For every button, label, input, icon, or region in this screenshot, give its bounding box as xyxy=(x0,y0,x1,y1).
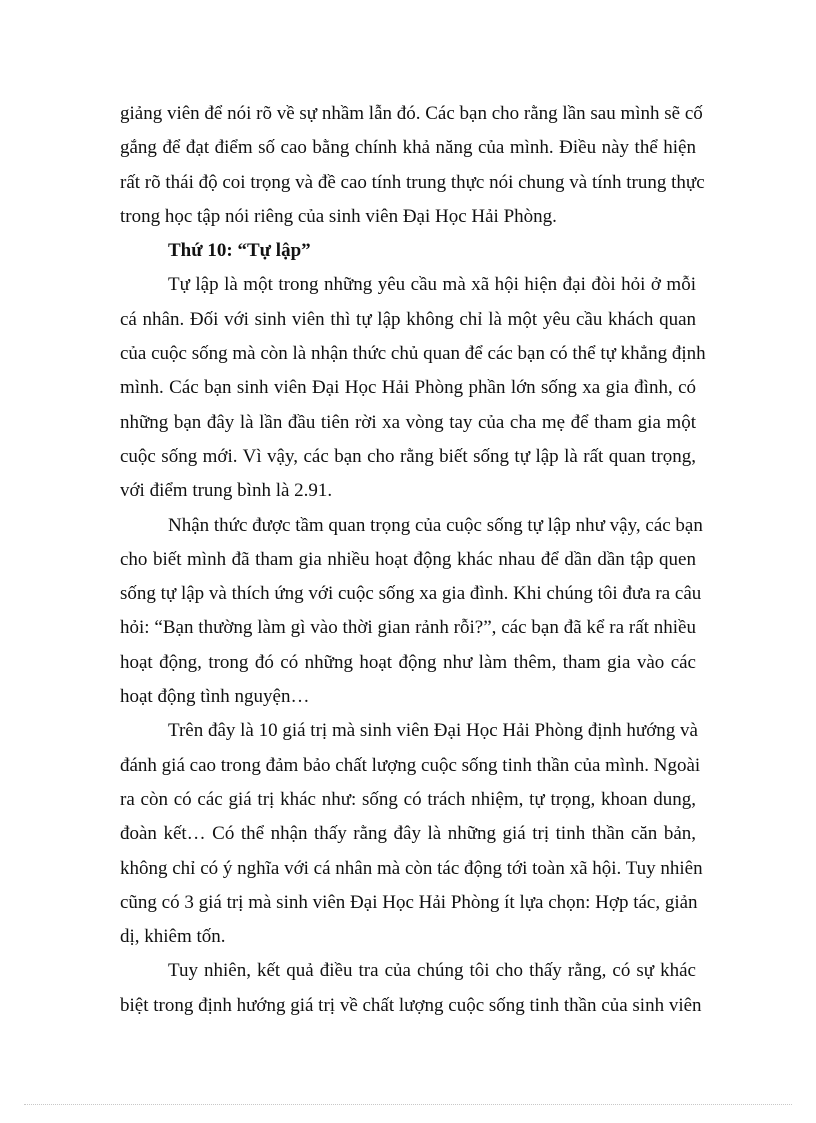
text-line: của cuộc sống mà còn là nhận thức chủ quan để các bạn có thể tự khẳng định xyxy=(120,343,706,365)
document-page xyxy=(120,97,706,1023)
text-line: ra còn có các giá trị khác như: sống có trách nhiệm, tự trọng, khoan dung, xyxy=(120,788,696,810)
text-line: hoạt động, trong đó có những hoạt động như làm thêm, tham gia vào các xyxy=(120,651,696,673)
text-line: sống tự lập và thích ứng với cuộc sống xa gia đình. Khi chúng tôi đưa ra câu xyxy=(120,583,702,605)
text-line: cá nhân. Đối với sinh viên thì tự lập không chỉ là một yêu cầu khách quan xyxy=(120,308,696,330)
page-bottom-divider xyxy=(24,1104,792,1105)
text-line: đánh giá cao trong đảm bảo chất lượng cuộc sống tinh thần của mình. Ngoài xyxy=(120,754,701,776)
text-line: mình. Các bạn sinh viên Đại Học Hải Phòng phần lớn sống xa gia đình, có xyxy=(120,377,696,399)
text-line: không chỉ có ý nghĩa với cá nhân mà còn tác động tới toàn xã hội. Tuy nhiên xyxy=(120,857,703,879)
paragraph-first-line: Tuy nhiên, kết quả điều tra của chúng tôi cho thấy rằng, có sự khác xyxy=(168,960,696,982)
paragraph-end-line: với điểm trung bình là 2.91. xyxy=(120,480,333,502)
paragraph-first-line: Trên đây là 10 giá trị mà sinh viên Đại Học Hải Phòng định hướng và xyxy=(168,720,698,742)
text-line: cuộc sống mới. Vì vậy, các bạn cho rằng biết sống tự lập là rất quan trọng, xyxy=(120,445,696,467)
paragraph-end-line: hoạt động tình nguyện… xyxy=(120,686,310,708)
text-line: gắng để đạt điểm số cao bằng chính khả năng của mình. Điều này thể hiện xyxy=(120,137,696,159)
text-line: biệt trong định hướng giá trị về chất lượng cuộc sống tinh thần của sinh viên xyxy=(120,994,702,1016)
paragraph-end-line: dị, khiêm tốn. xyxy=(120,926,226,948)
text-line: đoàn kết… Có thể nhận thấy rằng đây là những giá trị tinh thần căn bản, xyxy=(120,823,696,845)
text-line: cũng có 3 giá trị mà sinh viên Đại Học Hải Phòng ít lựa chọn: Hợp tác, giản xyxy=(120,891,698,913)
paragraph-first-line: Nhận thức được tầm quan trọng của cuộc sống tự lập như vậy, các bạn xyxy=(168,514,703,536)
paragraph-end-line: trong học tập nói riêng của sinh viên Đại Học Hải Phòng. xyxy=(120,205,557,227)
text-line: rất rõ thái độ coi trọng và đề cao tính trung thực nói chung và tính trung thực xyxy=(120,171,705,193)
text-line: cho biết mình đã tham gia nhiều hoạt động khác nhau để dần dần tập quen xyxy=(120,548,696,570)
text-line: hỏi: “Bạn thường làm gì vào thời gian rảnh rỗi?”, các bạn đã kể ra rất nhiều xyxy=(120,617,696,639)
paragraph-first-line: Tự lập là một trong những yêu cầu mà xã hội hiện đại đòi hỏi ở mỗi xyxy=(168,274,696,296)
text-line: giảng viên để nói rõ về sự nhầm lẫn đó. Các bạn cho rằng lần sau mình sẽ cố xyxy=(120,103,703,124)
text-line: những bạn đây là lần đầu tiên rời xa vòng tay của cha mẹ để tham gia một xyxy=(120,411,696,433)
section-heading: Thứ 10: “Tự lập” xyxy=(168,240,311,262)
